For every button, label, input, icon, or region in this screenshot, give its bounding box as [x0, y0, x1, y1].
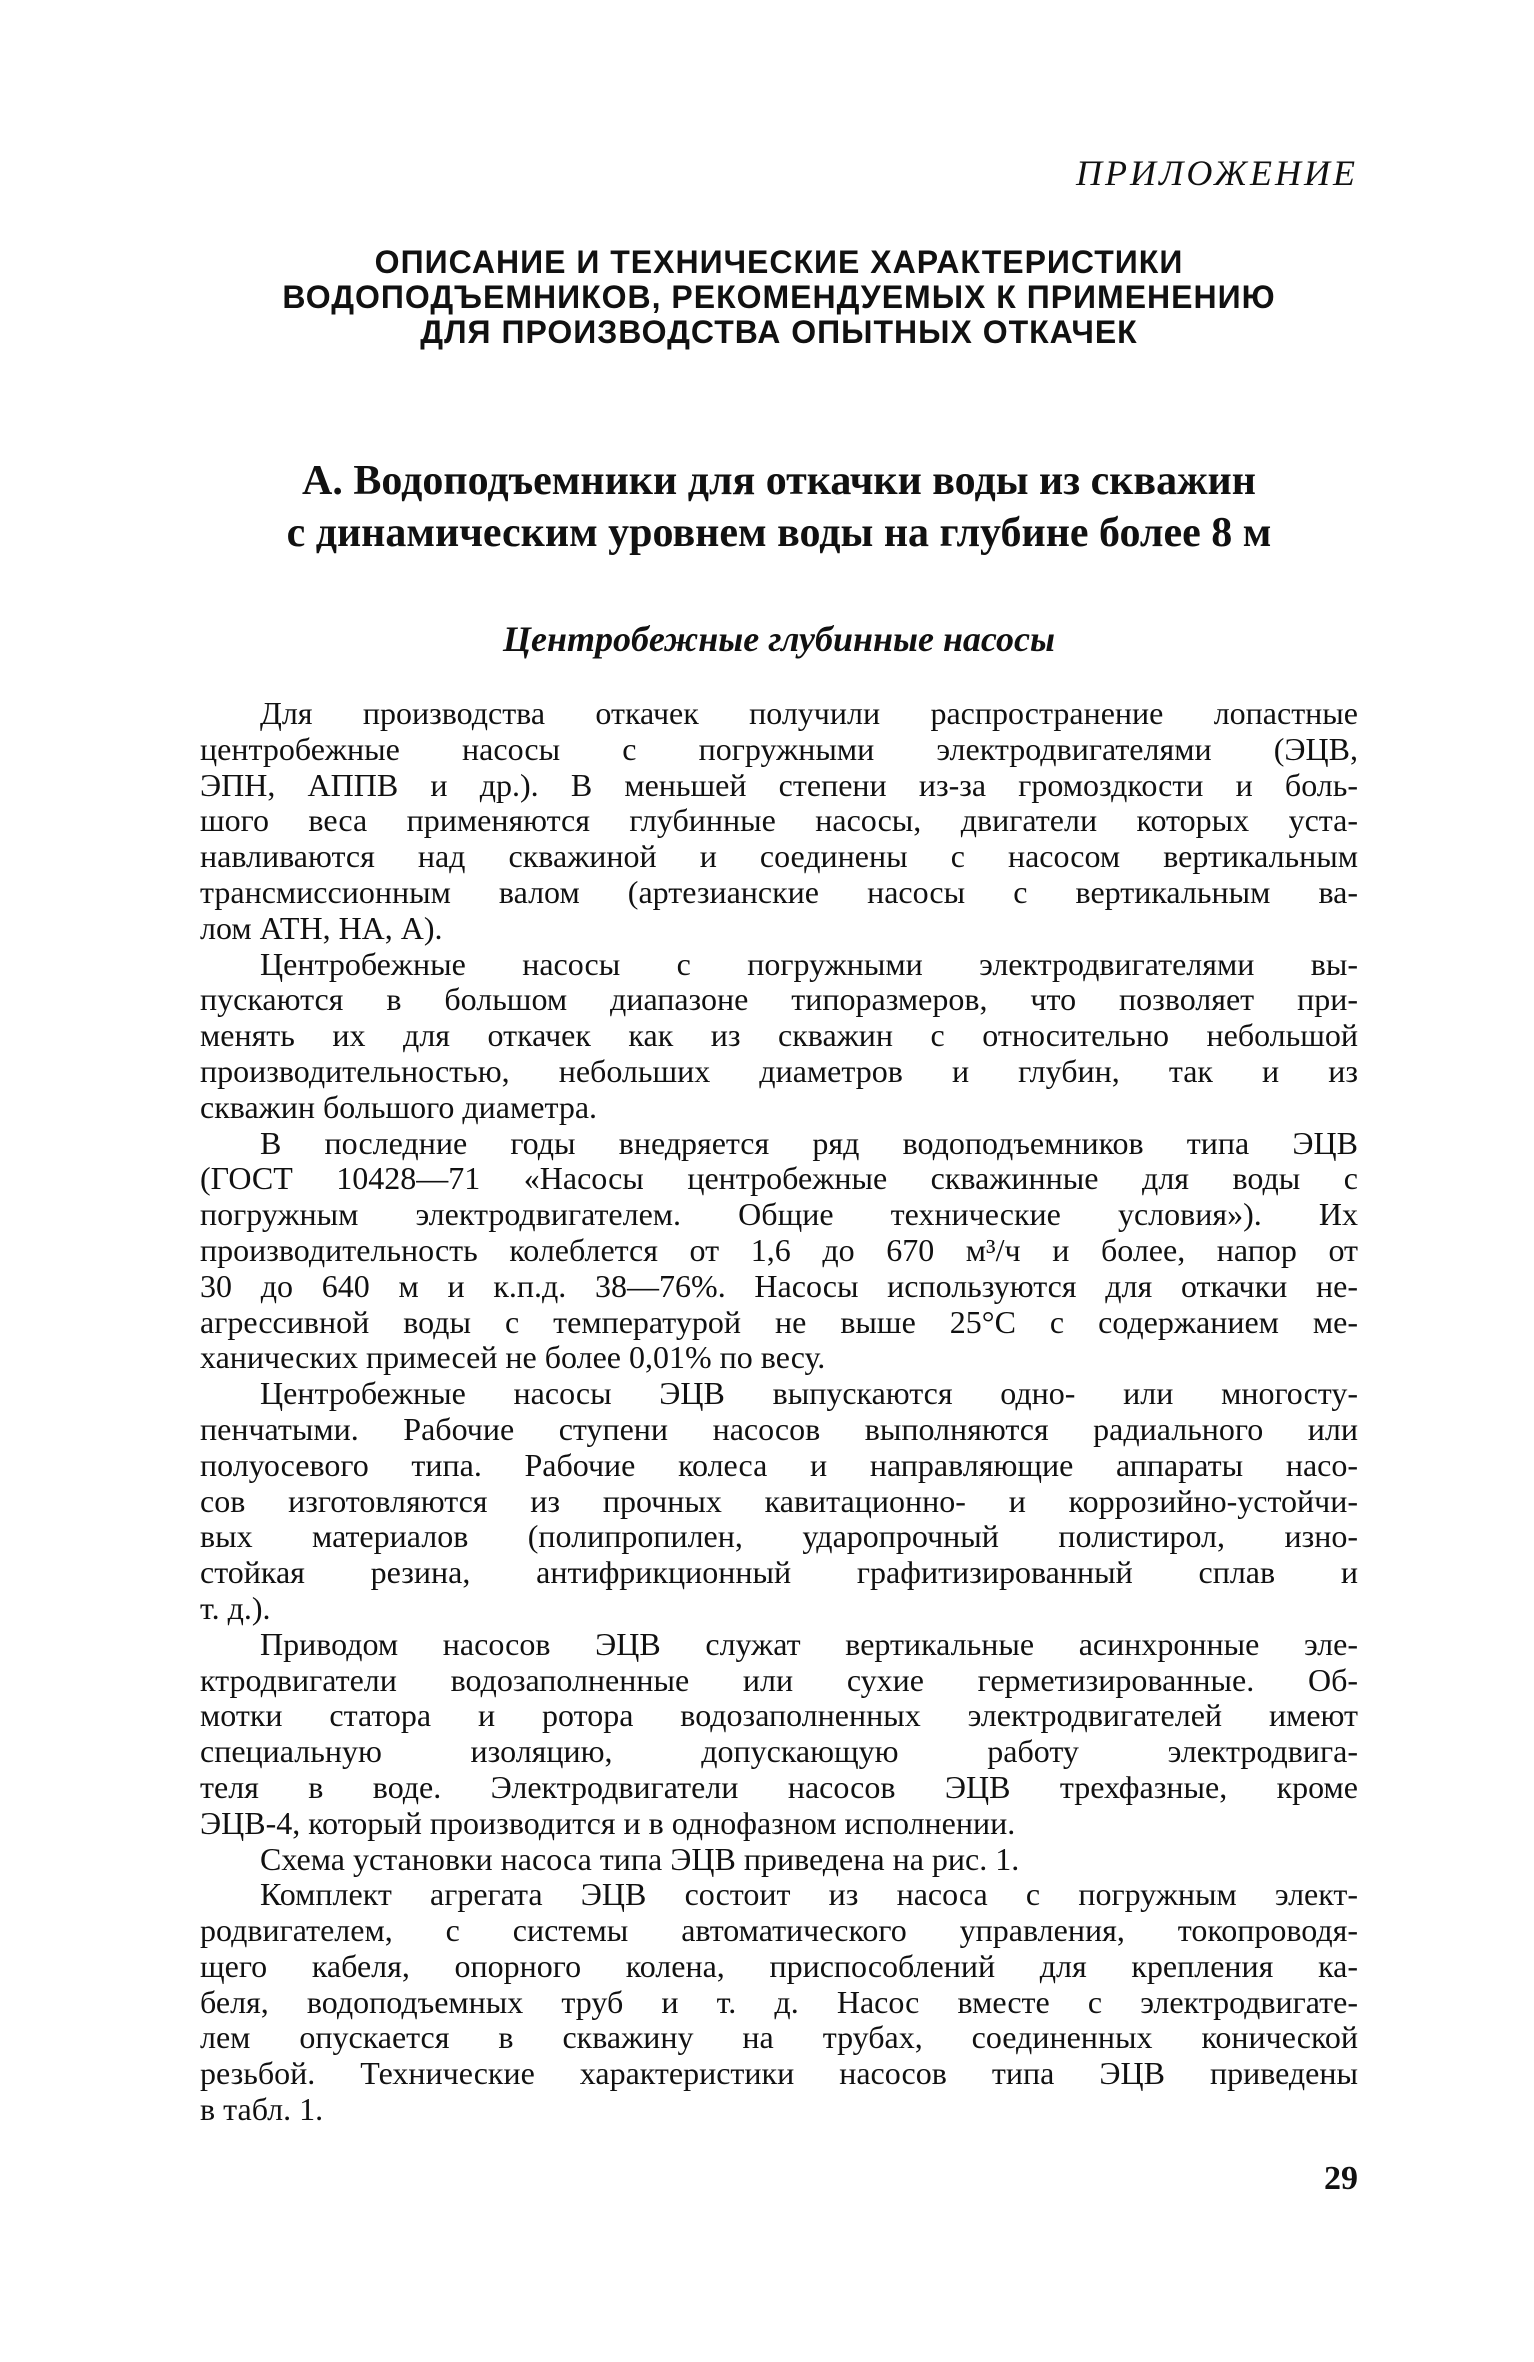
text-line: Центробежные насосы с погружными электродвигателями вы-: [260, 945, 1358, 982]
text-line: (ГОСТ 10428—71 «Насосы центробежные скважинные для воды с: [200, 1160, 1358, 1197]
text-line: ЭЦВ-4, который производится и в однофазном исполнении.: [200, 1804, 1016, 1841]
text-line: ктродвигатели водозаполненные или сухие герметизированные. Об-: [200, 1661, 1358, 1698]
text-line: В последние годы внедряется ряд водоподъемников типа ЭЦВ: [260, 1124, 1358, 1161]
text-line: вых материалов (полипропилен, ударопрочный полистирол, изно-: [200, 1518, 1358, 1555]
paragraph: [200, 1126, 1358, 1377]
paragraph: [200, 1877, 1358, 2128]
text-line: Схема установки насоса типа ЭЦВ приведена на рис. 1.: [260, 1840, 1020, 1877]
paragraph: [200, 1627, 1358, 1842]
text-line: сов изготовляются из прочных кавитационно- и коррозийно-устойчи-: [200, 1482, 1358, 1519]
text-line: скважин большого диаметра.: [200, 1088, 598, 1125]
text-line: лем опускается в скважину на трубах, соединенных конической: [200, 2019, 1358, 2056]
section-heading: [200, 455, 1358, 559]
paragraph: [200, 947, 1358, 1126]
subsection-heading: Центробежные глубинные насосы: [503, 619, 1055, 659]
body-text: [200, 696, 1358, 2128]
text-line: Центробежные насосы ЭЦВ выпускаются одно- или многосту-: [260, 1375, 1358, 1412]
text-line: пускаются в большом диапазоне типоразмеров, что позволяет при-: [200, 981, 1358, 1018]
title-line: ВОДОПОДЪЕМНИКОВ, РЕКОМЕНДУЕМЫХ К ПРИМЕНЕНИЮ: [282, 279, 1276, 315]
paragraph: [200, 696, 1358, 947]
section-heading-line: с динамическим уровнем воды на глубине более 8 м: [286, 510, 1272, 556]
text-line: ЭПН, АППВ и др.). В меньшей степени из-за громоздкости и боль-: [200, 766, 1358, 803]
text-line: агрессивной воды с температурой не выше 25°С с содержанием ме-: [200, 1303, 1358, 1340]
appendix-label: ПРИЛОЖЕНИЕ: [1076, 153, 1358, 193]
text-line: погружным электродвигателем. Общие технические условия»). Их: [200, 1196, 1358, 1233]
page-number: 29: [1324, 2160, 1358, 2197]
text-line: пенчатыми. Рабочие ступени насосов выполняются радиального или: [200, 1410, 1358, 1447]
text-line: щего кабеля, опорного колена, приспособлений для крепления ка-: [200, 1947, 1358, 1984]
text-line: ханических примесей не более 0,01% по весу.: [200, 1339, 826, 1376]
text-line: специальную изоляцию, допускающую работу электродвига-: [200, 1733, 1358, 1770]
text-line: центробежные насосы с погружными электродвигателями (ЭЦВ,: [200, 730, 1358, 767]
text-line: навливаются над скважиной и соединены с насосом вертикальным: [200, 838, 1358, 875]
paragraph: [200, 1842, 1358, 1878]
title-line: ОПИСАНИЕ И ТЕХНИЧЕСКИЕ ХАРАКТЕРИСТИКИ: [374, 244, 1184, 280]
text-line: т. д.).: [200, 1589, 271, 1626]
text-line: лом АТН, НА, А).: [200, 909, 443, 946]
paragraph: [200, 1376, 1358, 1627]
section-heading-line: А. Водоподъемники для откачки воды из скважин: [302, 458, 1256, 504]
document-title: [200, 245, 1358, 350]
text-line: стойкая резина, антифрикционный графитизированный сплав и: [200, 1554, 1358, 1591]
text-line: Приводом насосов ЭЦВ служат вертикальные асинхронные эле-: [260, 1625, 1358, 1662]
text-line: производительностью, небольших диаметров и глубин, так и из: [200, 1052, 1358, 1089]
title-line: ДЛЯ ПРОИЗВОДСТВА ОПЫТНЫХ ОТКАЧЕК: [420, 314, 1138, 350]
text-line: мотки статора и ротора водозаполненных электродвигателей имеют: [200, 1697, 1358, 1734]
text-line: Комплект агрегата ЭЦВ состоит из насоса с погружным элект-: [260, 1876, 1358, 1913]
text-line: беля, водоподъемных труб и т. д. Насос вместе с электродвигате-: [200, 1983, 1358, 2020]
text-line: шого веса применяются глубинные насосы, двигатели которых уста-: [200, 802, 1358, 839]
text-line: производительность колеблется от 1,6 до 670 м³/ч и более, напор от: [200, 1231, 1358, 1268]
text-line: 30 до 640 м и к.п.д. 38—76%. Насосы используются для откачки не-: [200, 1267, 1358, 1304]
text-line: родвигателем, с системы автоматического управления, токопроводя-: [200, 1912, 1358, 1949]
text-line: трансмиссионным валом (артезианские насосы с вертикальным ва-: [200, 873, 1358, 910]
text-line: менять их для откачек как из скважин с относительно небольшой: [200, 1017, 1358, 1054]
text-line: в табл. 1.: [200, 2091, 324, 2128]
text-line: резьбой. Технические характеристики насосов типа ЭЦВ приведены: [200, 2055, 1358, 2092]
text-line: теля в воде. Электродвигатели насосов ЭЦВ трехфазные, кроме: [200, 1768, 1358, 1805]
text-line: Для производства откачек получили распространение лопастные: [260, 695, 1358, 731]
text-line: полуосевого типа. Рабочие колеса и направляющие аппараты насо-: [200, 1446, 1358, 1483]
